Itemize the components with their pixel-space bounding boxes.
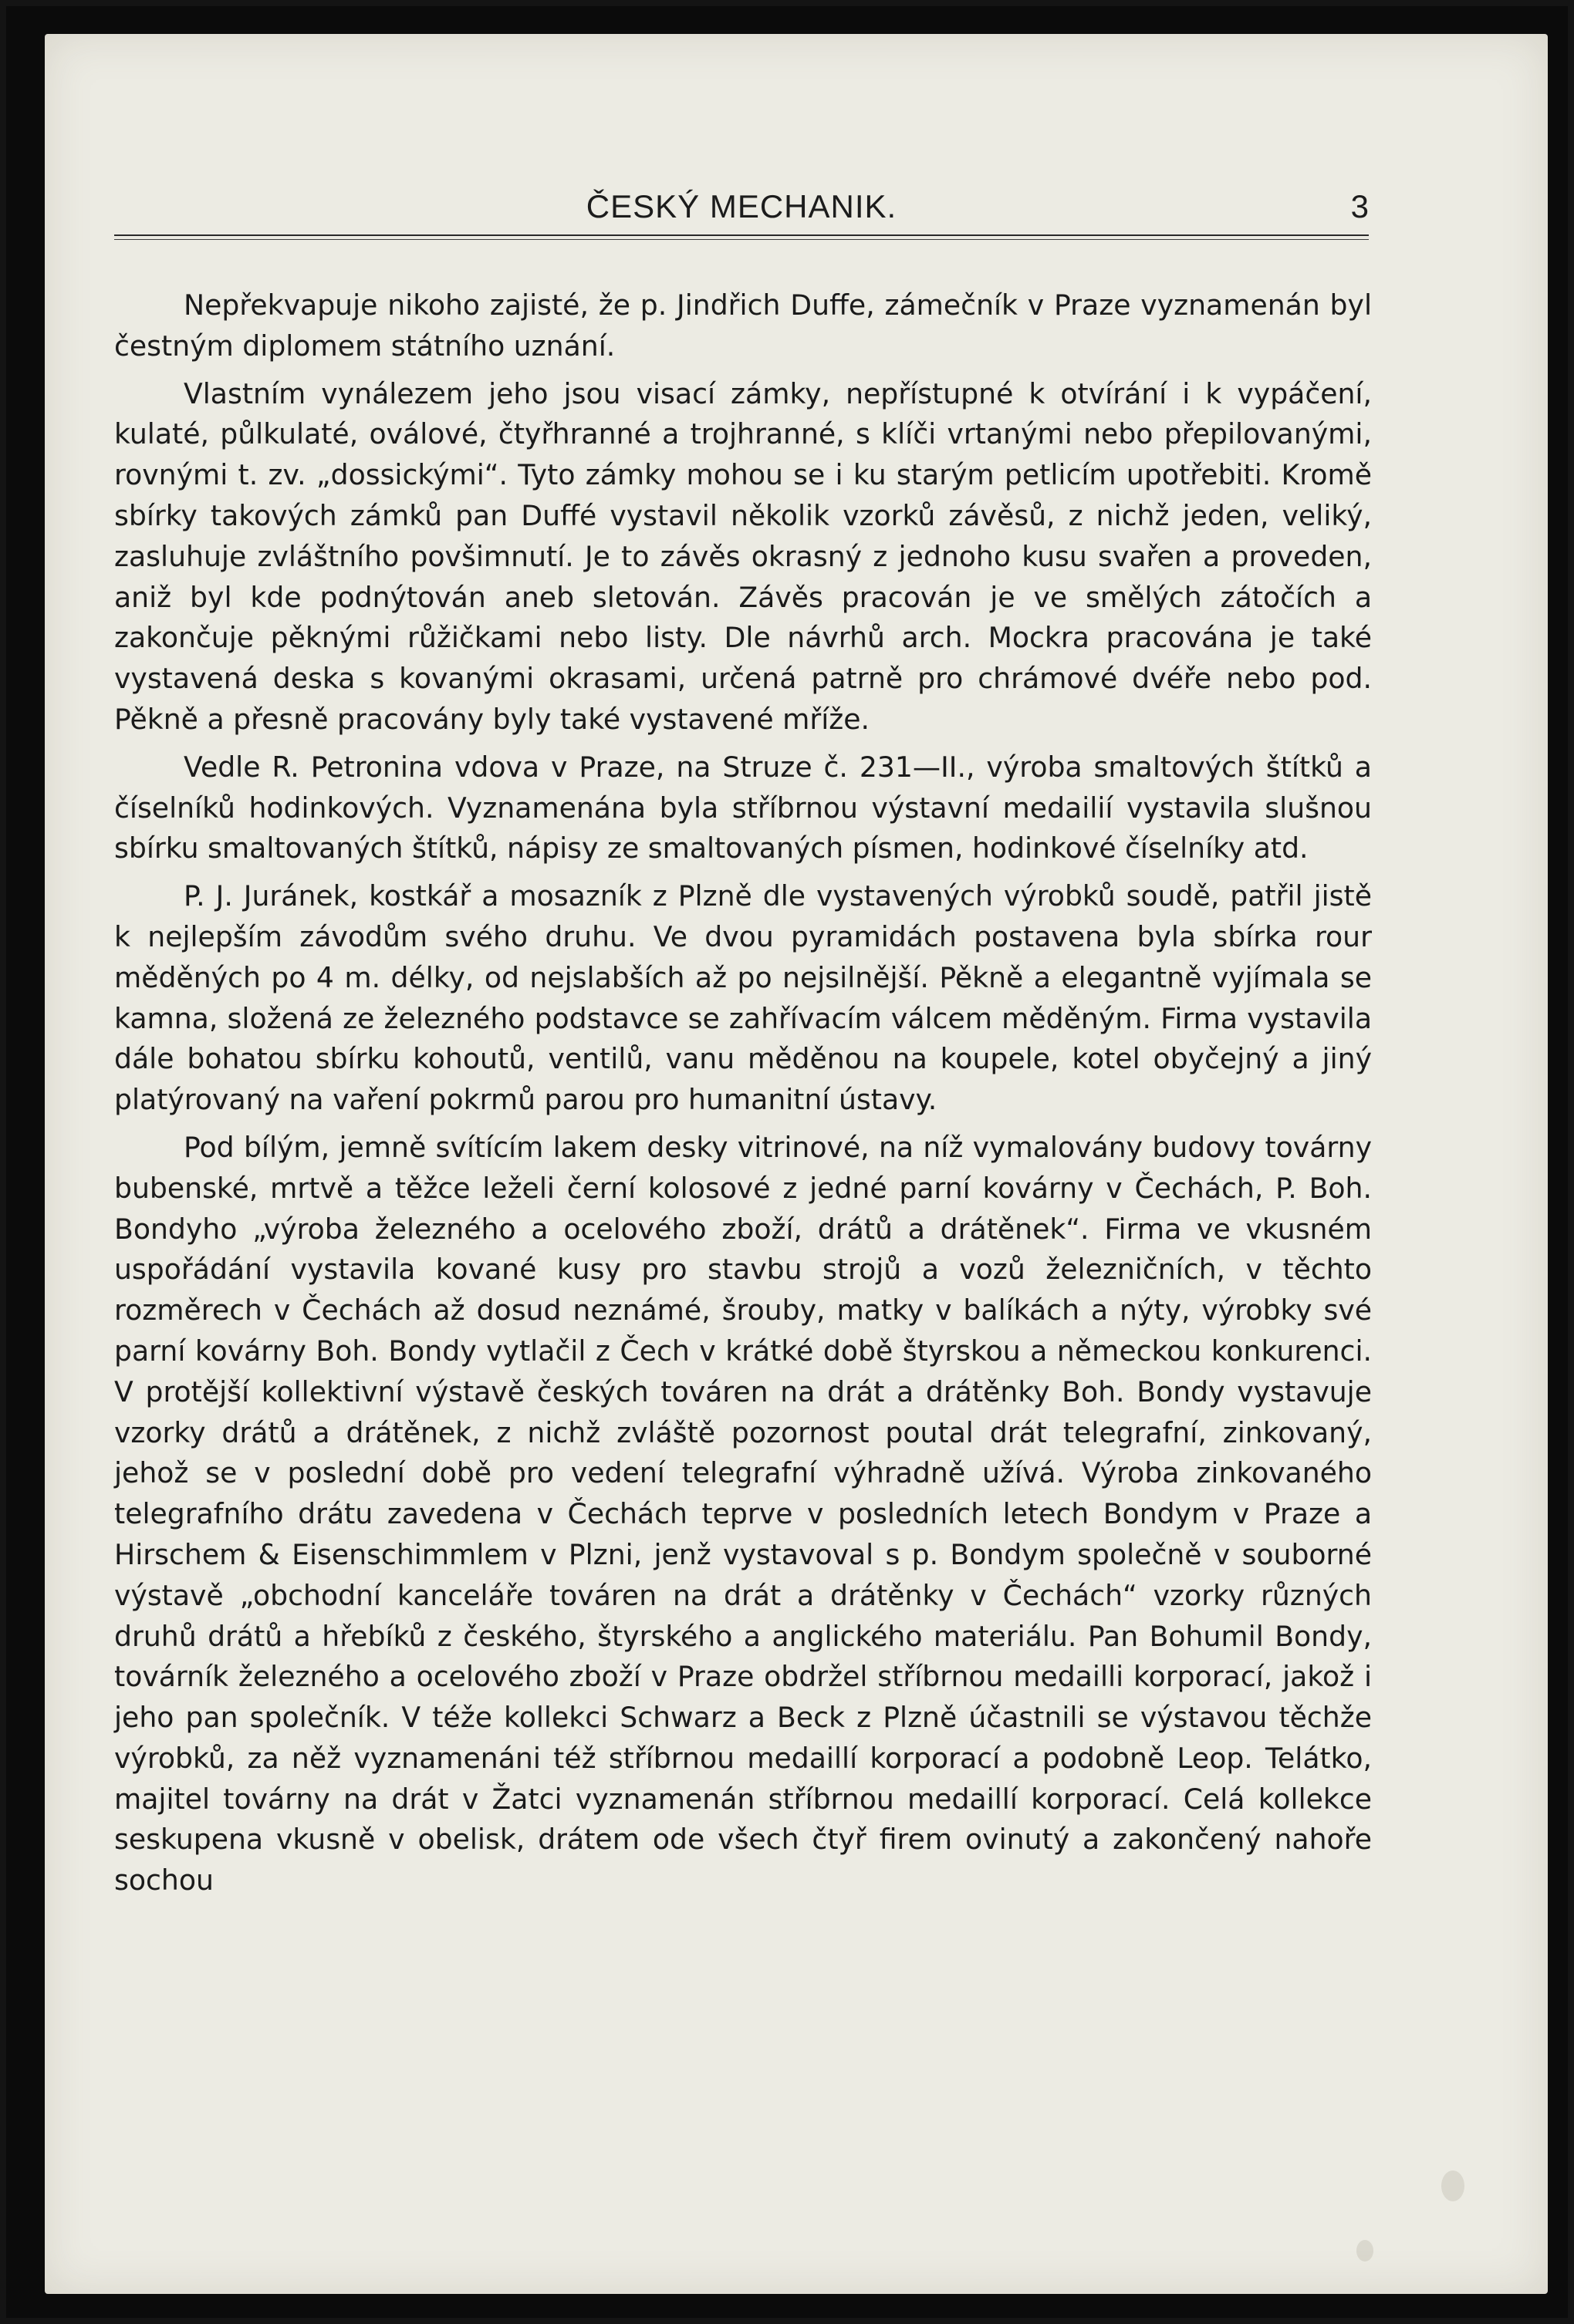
paragraph: Vedle R. Petronina vdova v Praze, na Struze č. 231—II., výroba smaltových štítků a číselníků hodinkových. Vyznamenána byla stříbrnou výstavní medailií vystavila slušnou sbírku smaltovaných štítků, nápisy ze smaltovaných písmen, hodinkové číselníky atd. xyxy=(114,750,1372,865)
paper-stain xyxy=(1356,2240,1373,2262)
page-number: 3 xyxy=(1350,188,1369,224)
paragraph: P. J. Juránek, kostkář a mosazník z Plzně dle vystavených výrobků soudě, patřil jistě k nejlepším závodům svého druhu. Ve dvou pyramidách postavena byla sbírka rour měděných po 4 m. délky, od nejslabších až po nejsilnější. Pěkně a elegantně vyjímala se kamna, složená ze železného podstavce se zahřívacím válcem měděným. Firma vystavila dále bohatou sbírku kohoutů, ventilů, vanu měděnou na koupele, kotel obyčejný a jiný platýrovaný na vaření pokrmů parou pro humanitní ústavy. xyxy=(114,879,1372,1117)
article-body xyxy=(114,285,1372,1908)
header-rule-thin xyxy=(114,239,1369,240)
paragraph: Pod bílým, jemně svítícím lakem desky vitrinové, na níž vymalovány budovy továrny bubenské, mrtvě a těžce leželi černí kolosové z jedné parní kovárny v Čechách, P. Boh. Bondyho „výroba železného a ocelového zboží, drátů a drátěnek“. Firma ve vkusném uspořádání vystavila kované kusy pro stavbu strojů a vozů železničních, v těchto rozměrech v Čechách až dosud neznámé, šrouby, matky v balíkách a nýty, výrobky své parní kovárny Boh. Bondy vytlačil z Čech v krátké době štyrskou a německou konkurenci. V protější kollektivní výstavě českých továren na drát a drátěnky Boh. Bondy vystavuje vzorky drátů a drátěnek, z nichž zvláště pozornost poutal drát telegrafní, zinkovaný, jehož se v poslední době pro vedení telegrafní výhradně užívá. Výroba zinkovaného telegrafního drátu zavedena v Čechách teprve v posledních letech Bondym v Praze a Hirschem & Eisenschimmlem v Plzni, jenž vystavoval s p. Bondym společně v souborné výstavě „obchodní kanceláře továren na drát a drátěnky v Čechách“ vzorky různých druhů drátů a hřebíků z českého, štyrského a anglického materiálu. Pan Bohumil Bondy, továrník železného a ocelového zboží v Praze obdržel stříbrnou medailli korporací, jakož i jeho pan společník. V téže kollekci Schwarz a Beck z Plzně účastnili se výstavou těchže výrobků, za něž vyznamenáni též stříbrnou medaillí korporací a podobně Leop. Telátko, majitel továrny na drát v Žatci vyznamenán stříbrnou medaillí korporací. Celá kollekce seskupena vkusně v obelisk, drátem ode všech čtyř firem ovinutý a zakončený nahoře sochou xyxy=(114,1130,1372,1897)
running-header xyxy=(114,171,1369,248)
paper-stain xyxy=(1441,2171,1464,2201)
journal-title: ČESKÝ MECHANIK. xyxy=(586,188,897,224)
paragraph: Vlastním vynálezem jeho jsou visací zámky, nepřístupné k otvírání i k vypáčení, kulaté, půlkulaté, oválové, čtyřhranné a trojhranné, s klíči vrtanými nebo přepilovanými, rovnými t. zv. „dossickými“. Tyto zámky mohou se i ku starým petlicím upotřebiti. Kromě sbírky takových zámků pan Duffé vystavil několik vzorků závěsů, z nichž jeden, veliký, zasluhuje zvláštního povšimnutí. Je to závěs okrasný z jednoho kusu svařen a proveden, aniž byl kde podnýtován aneb sletován. Závěs pracován je ve smělých zátočích a zakončuje pěknými růžičkami nebo listy. Dle návrhů arch. Mockra pracována je také vystavená deska s kovanými okrasami, určená patrně pro chrámové dvéře nebo pod. Pěkně a přesně pracovány byly také vystavené mříže. xyxy=(114,376,1372,736)
header-rule xyxy=(114,234,1369,236)
paragraph: Nepřekvapuje nikoho zajisté, že p. Jindřich Duffe, zámečník v Praze vyznamenán byl čestným diplomem státního uznání. xyxy=(114,288,1372,363)
